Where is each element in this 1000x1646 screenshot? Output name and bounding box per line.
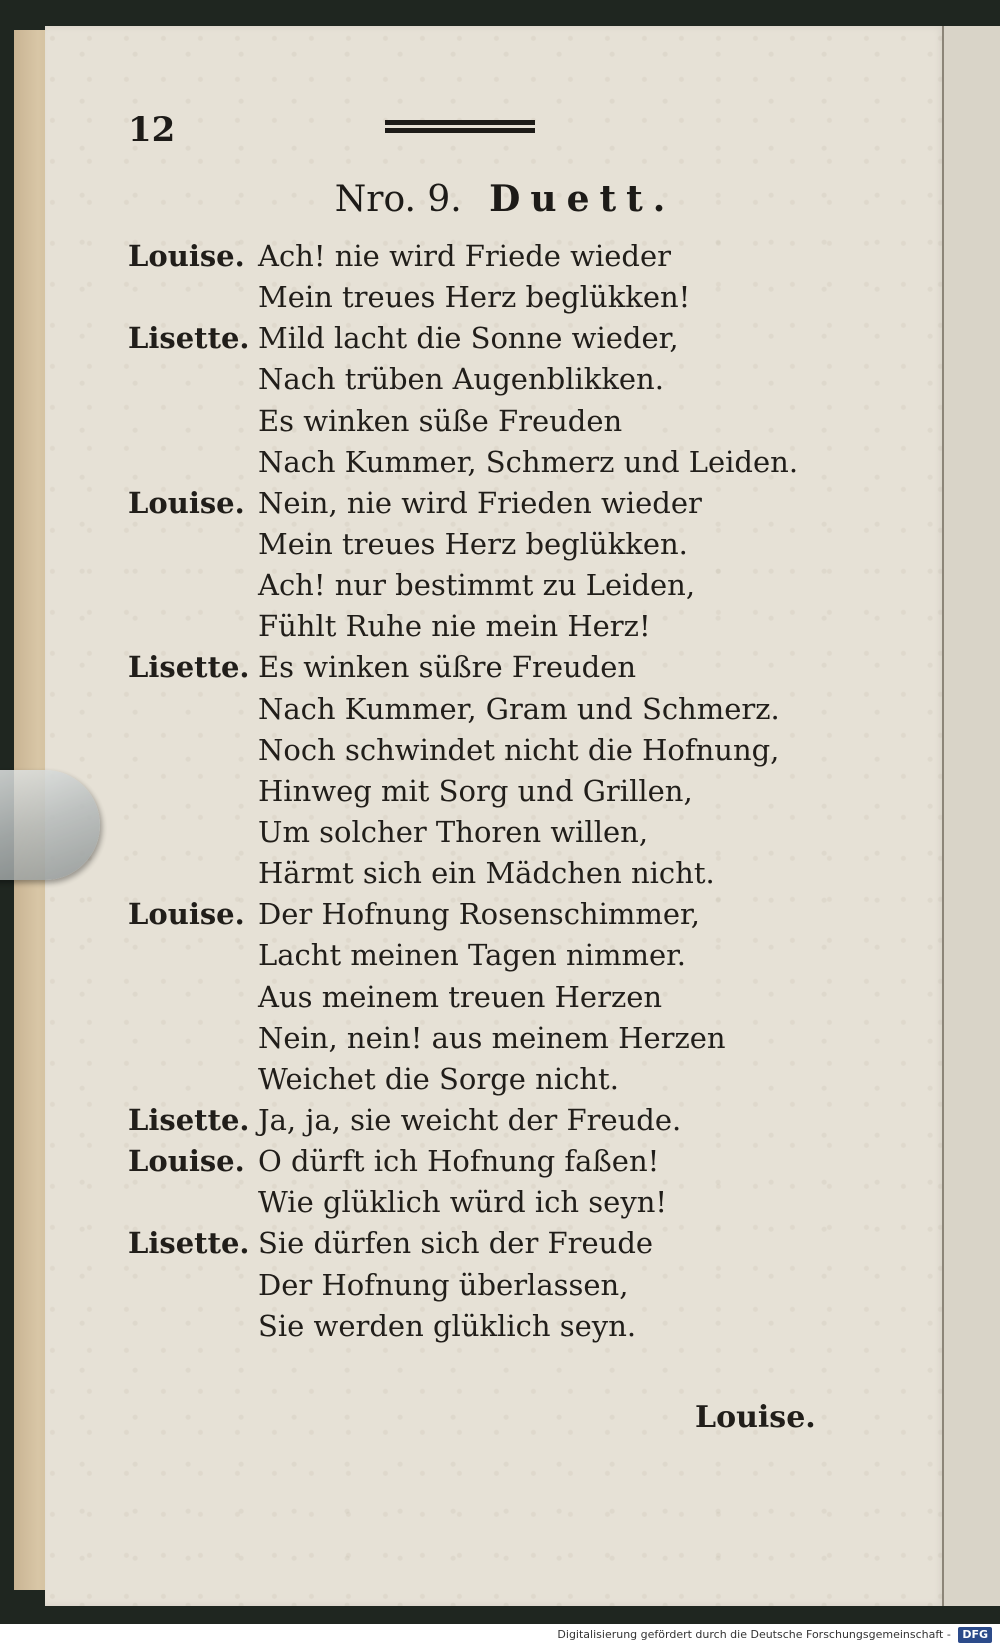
verse-text: Härmt sich ein Mädchen nicht. (258, 856, 715, 891)
verse-text: Nach Kummer, Schmerz und Leiden. (258, 444, 799, 479)
verse-text: Ach! nur bestimmt zu Leiden, (258, 568, 696, 603)
verse-text: Wie glüklich würd ich seyn! (258, 1185, 668, 1220)
speaker-name: Louise. (128, 897, 245, 932)
verse-line (128, 812, 828, 853)
verse-line (128, 1182, 828, 1223)
piece-label: Duett. (489, 178, 676, 220)
verse-text: Es winken süße Freuden (258, 403, 623, 438)
verse-text: O dürft ich Hofnung faßen! (258, 1144, 660, 1179)
verse-text: Um solcher Thoren willen, (258, 814, 649, 849)
footer-text: Digitalisierung gefördert durch die Deutsche Forschungsgemeinschaft - (557, 1628, 951, 1641)
verse-text: Ja, ja, sie weicht der Freude. (258, 1102, 682, 1137)
verse-text: Ach! nie wird Friede wieder (258, 239, 672, 273)
header-rule (385, 120, 535, 138)
verse-text: Mein treues Herz beglükken. (258, 526, 688, 561)
verse-text: Mein treues Herz beglükken! (258, 280, 691, 315)
verse-block (128, 236, 828, 1347)
piece-number: Nro. 9. (334, 179, 462, 220)
verse-text: Nach trüben Augenblikken. (258, 362, 664, 397)
verse-text: Fühlt Ruhe nie mein Herz! (258, 609, 651, 644)
verse-line (128, 1100, 828, 1141)
verse-text: Nach Kummer, Gram und Schmerz. (258, 691, 780, 726)
verse-line (128, 318, 828, 359)
verse-line (128, 1059, 828, 1100)
speaker-name: Lisette. (128, 650, 250, 685)
page-number: 12 (128, 110, 176, 150)
verse-line (128, 401, 828, 442)
verse-line (128, 1223, 828, 1264)
speaker-name: Lisette. (128, 321, 250, 356)
verse-text: Mild lacht die Sonne wieder, (258, 321, 679, 356)
speaker-name: Louise. (128, 485, 245, 520)
verse-text: Sie werden glüklich seyn. (258, 1308, 637, 1343)
verse-text: Noch schwindet nicht die Hofnung, (258, 732, 780, 767)
verse-line (128, 1018, 828, 1059)
verse-line (128, 1265, 828, 1306)
facing-page-edge (942, 26, 1000, 1606)
speaker-name: Louise. (128, 1144, 245, 1179)
verse-line (128, 977, 828, 1018)
catchword: Louise. (695, 1400, 816, 1435)
verse-line (128, 606, 828, 647)
piece-title (0, 178, 960, 220)
verse-line (128, 689, 828, 730)
verse-line (128, 524, 828, 565)
verse-text: Hinweg mit Sorg und Grillen, (258, 773, 693, 808)
verse-text: Nein, nie wird Frieden wieder (258, 485, 702, 520)
verse-line (128, 483, 828, 524)
verse-line (128, 442, 828, 483)
verse-text: Lacht meinen Tagen nimmer. (258, 938, 687, 973)
verse-text: Der Hofnung Rosenschimmer, (258, 897, 700, 932)
verse-line (128, 359, 828, 400)
speaker-name: Louise. (128, 239, 245, 273)
verse-line (128, 935, 828, 976)
speaker-name: Lisette. (128, 1102, 250, 1137)
verse-line (128, 853, 828, 894)
speaker-name: Lisette. (128, 1226, 250, 1261)
verse-text: Aus meinem treuen Herzen (258, 979, 663, 1014)
verse-line (128, 565, 828, 606)
verse-line (128, 236, 828, 277)
verse-text: Nein, nein! aus meinem Herzen (258, 1020, 726, 1055)
verse-text: Es winken süßre Freuden (258, 650, 637, 685)
verse-line (128, 730, 828, 771)
verse-line (128, 277, 828, 318)
verse-text: Der Hofnung überlassen, (258, 1267, 629, 1302)
verse-line (128, 771, 828, 812)
footer-credit (0, 1624, 1000, 1646)
verse-line (128, 1141, 828, 1182)
verse-line (128, 1306, 828, 1347)
verse-line (128, 647, 828, 688)
verse-line (128, 894, 828, 935)
verse-text: Weichet die Sorge nicht. (258, 1061, 619, 1096)
dfg-logo: DFG (958, 1627, 992, 1643)
verse-text: Sie dürfen sich der Freude (258, 1226, 654, 1261)
